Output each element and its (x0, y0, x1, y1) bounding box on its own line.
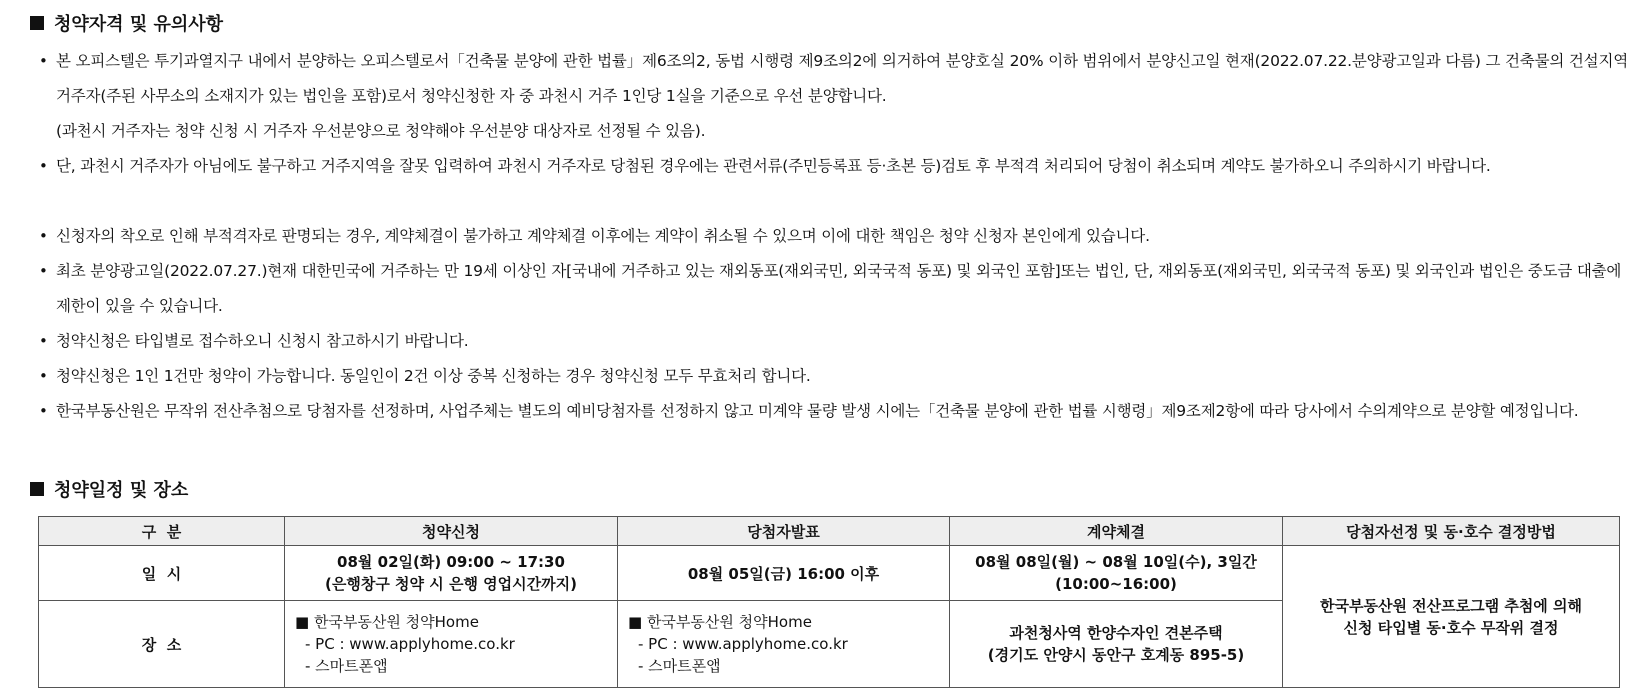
table-row-date (39, 546, 1620, 601)
row-label-place: 장 소 (39, 601, 285, 688)
header-winner-announcement: 당첨자발표 (618, 517, 950, 546)
model-house-name: 과천청사역 한양수자인 견본주택 (1009, 624, 1223, 642)
section-title-schedule (30, 476, 188, 502)
notice-text: 신청자의 착오로 인해 부적격자로 판명되는 경우, 계약체결이 불가하고 계약체결 이후에는 계약이 취소될 수 있으며 이에 대한 책임은 청약 신청자 본인에게 있습니다. (56, 227, 1150, 245)
place-title: ■ 한국부동산원 청약Home (295, 613, 479, 631)
place-pc-url: - PC : www.applyhome.co.kr (638, 635, 848, 653)
table-header-row (39, 517, 1620, 546)
application-date-cell (285, 546, 618, 601)
place-app: - 스마트폰앱 (638, 657, 721, 675)
place-app: - 스마트폰앱 (305, 657, 388, 675)
contract-date-cell (950, 546, 1283, 601)
notice-text: 단, 과천시 거주자가 아님에도 불구하고 거주지역을 잘못 입력하여 과천시 거주자로 당첨된 경우에는 관련서류(주민등록표 등·초본 등)검토 후 부적격 처리되어 당첨이 취소되며 계약도 불가하오니 주의하시기 바랍니다. (56, 157, 1491, 175)
square-bullet-icon (30, 482, 44, 496)
application-datetime: 08월 02일(화) 09:00 ~ 17:30 (337, 553, 565, 571)
schedule-table (38, 516, 1620, 688)
row-label-date: 일 시 (39, 546, 285, 601)
selection-method-cell (1283, 546, 1620, 688)
contract-dates: 08월 08일(월) ~ 08월 10일(수), 3일간 (975, 553, 1257, 571)
contract-place-cell (950, 601, 1283, 688)
announcement-place-cell (618, 601, 950, 688)
bullet-icon: • (39, 262, 48, 280)
notice-text: 한국부동산원은 무작위 전산추첨으로 당첨자를 선정하며, 사업주체는 별도의 예비당첨자를 선정하지 않고 미계약 물량 발생 시에는「건축물 분양에 관한 법률 시행령」제9조제2항에 따라 당사에서 수의계약으로 분양할 예정입니다. (56, 402, 1579, 420)
list-item (38, 359, 1628, 394)
selection-method-line: 신청 타입별 동·호수 무작위 결정 (1343, 618, 1559, 637)
bullet-icon: • (39, 332, 48, 350)
header-contract: 계약체결 (950, 517, 1283, 546)
bullet-icon: • (39, 402, 48, 420)
bullet-icon: • (39, 157, 48, 175)
section-title-eligibility (30, 10, 223, 36)
application-note: (은행창구 청약 시 은행 영업시간까지) (325, 575, 577, 593)
header-category: 구 분 (39, 517, 285, 546)
announcement-date-cell: 08월 05일(금) 16:00 이후 (618, 546, 950, 601)
header-selection-method: 당첨자선정 및 동·호수 결정방법 (1283, 517, 1620, 546)
bullet-icon: • (39, 367, 48, 385)
notice-text: (과천시 거주자는 청약 신청 시 거주자 우선분양으로 청약해야 우선분양 대상자로 선정될 수 있음). (56, 122, 706, 140)
notice-text: 최초 분양광고일(2022.07.27.)현재 대한민국에 거주하는 만 19세 이상인 자[국내에 거주하고 있는 재외동포(재외국민, 외국국적 동포) 및 외국인 포함]또는 법인, 단, 재외동포(재외국민, 외국국적 동포) 및 외국인과 법인은 중도금 대출에 제한이 있을 수 있습니다. (56, 262, 1622, 315)
bullet-icon: • (39, 52, 48, 70)
square-bullet-icon (30, 16, 44, 30)
place-pc-url: - PC : www.applyhome.co.kr (305, 635, 515, 653)
application-place-cell (285, 601, 618, 688)
contract-hours: (10:00~16:00) (1055, 575, 1177, 593)
bullet-icon: • (39, 227, 48, 245)
header-application: 청약신청 (285, 517, 618, 546)
notice-text: 청약신청은 타입별로 접수하오니 신청시 참고하시기 바랍니다. (56, 332, 469, 350)
section-title-text: 청약자격 및 유의사항 (54, 14, 224, 35)
list-item (38, 254, 1628, 324)
list-item (38, 44, 1628, 149)
section-title-text: 청약일정 및 장소 (54, 480, 189, 501)
model-house-address: (경기도 안양시 동안구 호계동 895-5) (987, 646, 1245, 664)
selection-method-line: 한국부동산원 전산프로그램 추첨에 의해 (1320, 596, 1582, 615)
list-item (38, 324, 1628, 359)
list-item (38, 394, 1628, 464)
notice-text: 본 오피스텔은 투기과열지구 내에서 분양하는 오피스텔로서「건축물 분양에 관한 법률」제6조의2, 동법 시행령 제9조의2에 의거하여 분양호실 20% 이하 범위에서 분양신고일 현재(2022.07.22.분양광고일과 다름) 그 건축물의 건설지역 거주자(주된 사무소의 소재지가 있는 법인을 포함)로서 청약신청한 자 중 과천시 거주 1인당 1실을 기준으로 우선 분양합니다. (56, 52, 1628, 105)
place-title: ■ 한국부동산원 청약Home (628, 613, 812, 631)
eligibility-notice-list (38, 44, 1628, 464)
list-item (38, 219, 1628, 254)
list-item (38, 149, 1628, 219)
notice-text: 청약신청은 1인 1건만 청약이 가능합니다. 동일인이 2건 이상 중복 신청하는 경우 청약신청 모두 무효처리 합니다. (56, 367, 811, 385)
